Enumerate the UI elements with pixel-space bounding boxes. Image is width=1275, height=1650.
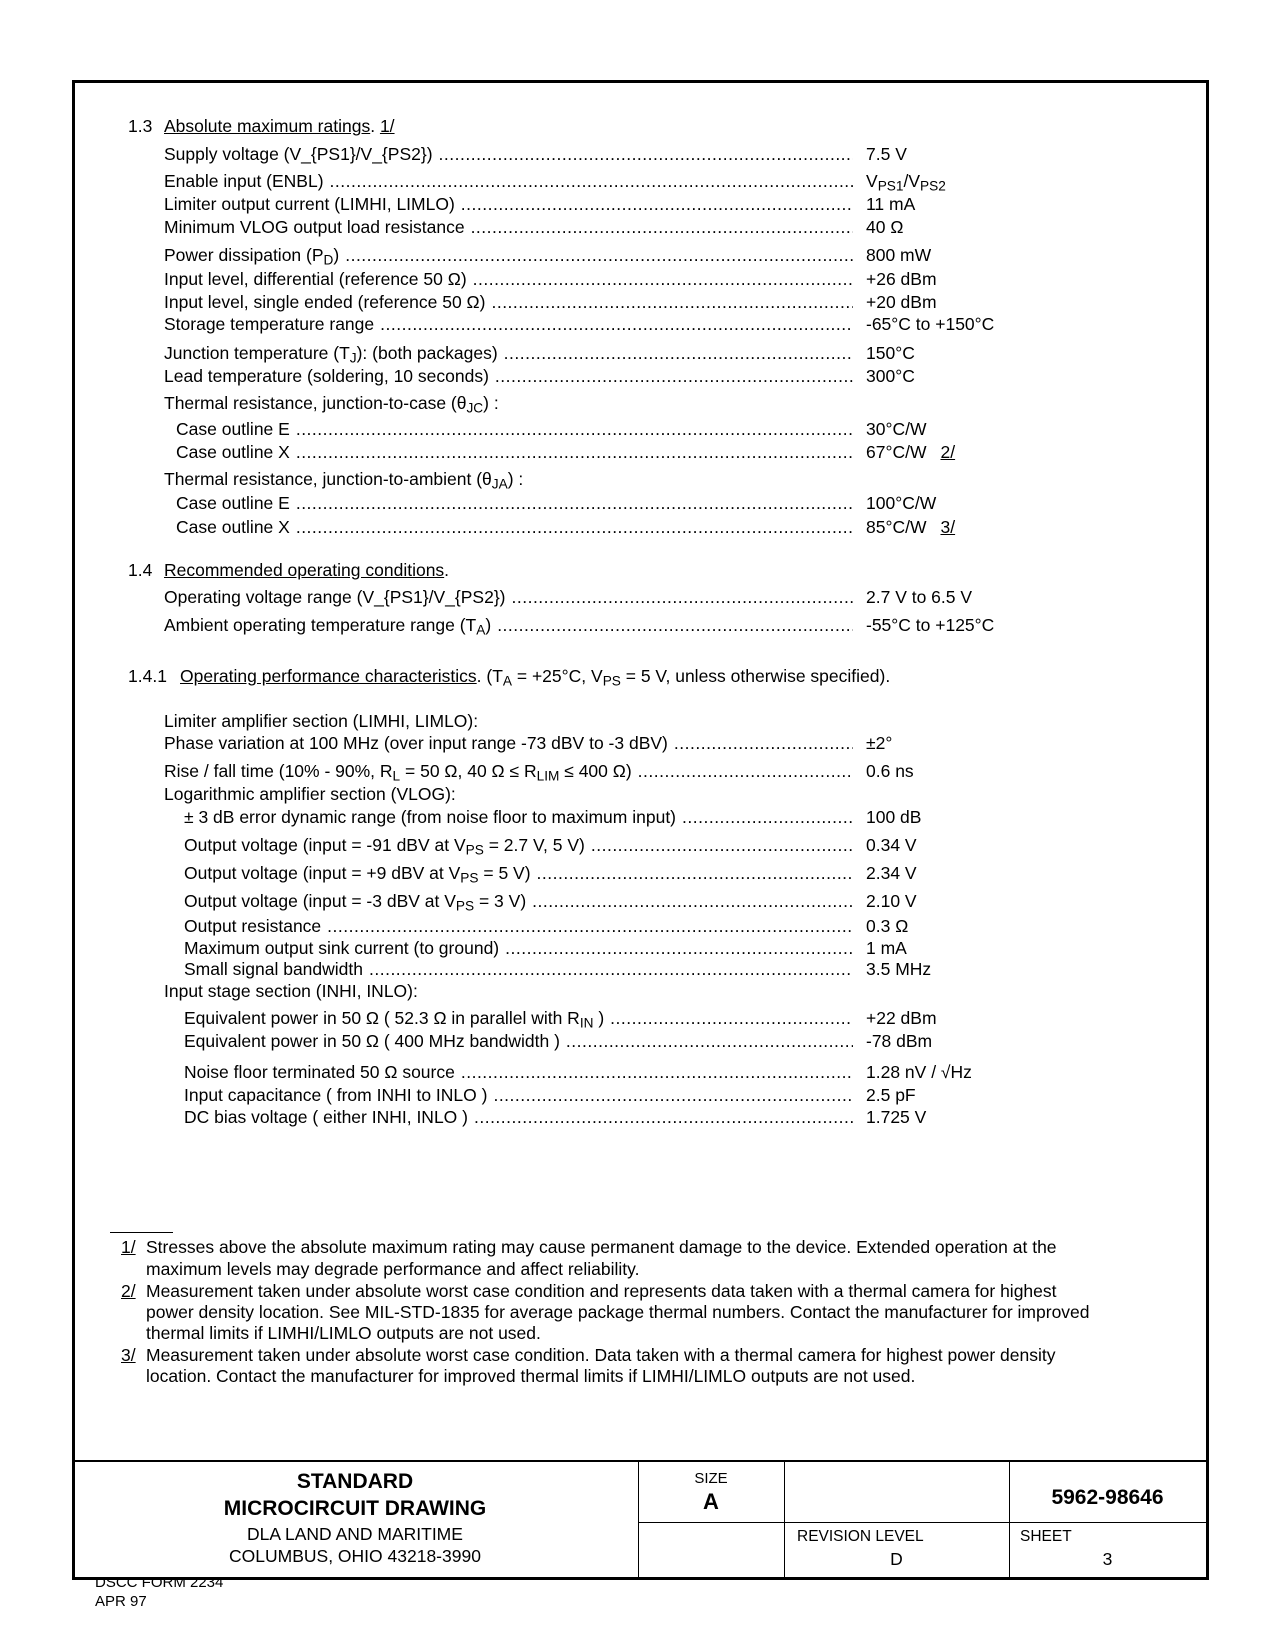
spec-row bbox=[184, 958, 857, 980]
spec-value: 1.725 V bbox=[866, 1107, 927, 1127]
spec-value: $V_{PS1}/V_{PS2}$ bbox=[866, 171, 946, 194]
spec-label: Enable input (ENBL) bbox=[164, 171, 324, 191]
subsection-label: Logarithmic amplifier section (VLOG): bbox=[164, 784, 456, 804]
dot-leader bbox=[345, 244, 853, 266]
dot-leader bbox=[461, 1061, 853, 1083]
spec-row bbox=[164, 342, 857, 364]
spec-value: 7.5 V bbox=[866, 144, 907, 164]
spec-value: 300°C bbox=[866, 366, 915, 386]
spec-value: -78 dBm bbox=[866, 1031, 933, 1051]
spec-label: Lead temperature (soldering, 10 seconds) bbox=[164, 366, 489, 386]
drawing-number: 5962-98646 bbox=[1051, 1486, 1164, 1509]
dot-leader bbox=[512, 586, 854, 608]
footnote-text: Stresses above the absolute maximum rating may cause permanent damage to the device. Extended operation at the bbox=[146, 1237, 1057, 1257]
spec-value: 0.3 Ω bbox=[866, 916, 909, 936]
spec-row bbox=[164, 268, 857, 290]
dot-leader bbox=[491, 291, 853, 313]
spec-value: ±2° bbox=[866, 733, 893, 753]
spec-label: Case outline X bbox=[176, 442, 290, 462]
dot-leader bbox=[682, 806, 853, 828]
spec-label: Minimum VLOG output load resistance bbox=[164, 217, 465, 237]
dot-leader bbox=[674, 732, 853, 754]
dot-leader bbox=[493, 1084, 853, 1106]
spec-value: 85°C/W 3/ bbox=[866, 517, 956, 537]
dot-leader bbox=[369, 958, 853, 980]
spec-label: Phase variation at 100 MHz (over input range -73 dBV to -3 dBV) bbox=[164, 733, 668, 753]
dot-leader bbox=[439, 143, 853, 165]
spec-value: 150°C bbox=[866, 343, 915, 363]
spec-label: Input level, differential (reference 50 Ω) bbox=[164, 269, 467, 289]
dot-leader bbox=[537, 862, 853, 884]
spec-label: Output resistance bbox=[184, 916, 322, 936]
spec-row bbox=[164, 291, 857, 313]
spec-label: Case outline E bbox=[176, 419, 290, 439]
sheet-label: SHEET bbox=[1020, 1528, 1072, 1545]
spec-row bbox=[184, 1030, 857, 1052]
dot-leader bbox=[505, 937, 853, 959]
spec-label: Noise floor terminated 50 Ω source bbox=[184, 1062, 455, 1082]
dot-leader bbox=[532, 890, 853, 912]
spec-value: 11 mA bbox=[866, 194, 916, 214]
dot-leader bbox=[591, 834, 853, 856]
revision-value: D bbox=[890, 1549, 903, 1569]
footnote-text: power density location. See MIL-STD-1835 for average package thermal numbers. Contact the manufacturer for improved bbox=[146, 1302, 1090, 1322]
spec-value: +22 dBm bbox=[866, 1008, 937, 1028]
spec-row bbox=[176, 418, 857, 440]
spec-value: 800 mW bbox=[866, 245, 932, 265]
dot-leader bbox=[566, 1030, 853, 1052]
spec-label: DC bias voltage ( either INHI, INLO ) bbox=[184, 1107, 468, 1127]
spec-value: -55°C to +125°C bbox=[866, 615, 995, 635]
spec-label: Input capacitance ( from INHI to INLO ) bbox=[184, 1085, 488, 1105]
dot-leader bbox=[638, 760, 853, 782]
spec-row bbox=[184, 1007, 857, 1029]
spec-row bbox=[164, 586, 857, 608]
spec-row bbox=[184, 890, 857, 912]
spec-row bbox=[176, 516, 857, 538]
agency-name: DLA LAND AND MARITIME bbox=[247, 1524, 463, 1544]
spec-value: 100°C/W bbox=[866, 493, 937, 513]
section-heading: 1.4.1 Operating performance characteristics. ($T_A = +25^\circ C$, $V_{PS} = 5$ V, unless otherwise specified). bbox=[128, 666, 891, 689]
sheet-value: 3 bbox=[1102, 1549, 1113, 1569]
section-heading: 1.4 Recommended operating conditions. bbox=[128, 560, 450, 580]
divider bbox=[638, 1522, 1206, 1523]
spec-label: Output voltage (input = -3 dBV at $V_{PS} = 3$ V) bbox=[184, 891, 527, 914]
spec-row bbox=[184, 862, 857, 884]
spec-row bbox=[164, 732, 857, 754]
spec-value: 1.28 nV / √Hz bbox=[866, 1062, 972, 1082]
dot-leader bbox=[473, 268, 853, 290]
spec-row bbox=[164, 614, 857, 636]
title-microcircuit-drawing: MICROCIRCUIT DRAWING bbox=[223, 1497, 487, 1520]
spec-value: 30°C/W bbox=[866, 419, 927, 439]
spec-value: 40 Ω bbox=[866, 217, 904, 237]
spec-value: 1 mA bbox=[866, 938, 907, 958]
spec-row bbox=[184, 806, 857, 828]
spec-row bbox=[184, 1106, 857, 1128]
dot-leader bbox=[504, 342, 853, 364]
spec-value: 2.34 V bbox=[866, 863, 917, 883]
spec-label: Maximum output sink current (to ground) bbox=[184, 938, 500, 958]
footnote-number: 3/ bbox=[121, 1345, 136, 1365]
spec-row bbox=[164, 216, 857, 238]
dot-leader bbox=[380, 313, 853, 335]
spec-value: 2.10 V bbox=[866, 891, 917, 911]
spec-label: Case outline X bbox=[176, 517, 290, 537]
spec-value: +26 dBm bbox=[866, 269, 937, 289]
spec-label: Power dissipation $(P_D)$ bbox=[164, 245, 340, 268]
spec-value: 2.5 pF bbox=[866, 1085, 916, 1105]
agency-address: COLUMBUS, OHIO 43218-3990 bbox=[229, 1546, 481, 1566]
spec-value: 67°C/W 2/ bbox=[866, 442, 956, 462]
footnote-text: Measurement taken under absolute worst case condition. Data taken with a thermal camera for highest power density bbox=[146, 1345, 1056, 1365]
spec-label: Equivalent power in 50 Ω ( 400 MHz bandwidth ) bbox=[184, 1031, 560, 1051]
spec-value: 3.5 MHz bbox=[866, 959, 932, 979]
spec-label: Output voltage (input = -91 dBV at $V_{PS} = 2.7$ V, 5 V) bbox=[184, 835, 585, 858]
subsection-label: Thermal resistance, junction-to-case $(\theta_{JC})$ : bbox=[164, 393, 499, 416]
footnote-rule bbox=[110, 1232, 173, 1233]
dot-leader bbox=[296, 492, 853, 514]
dot-leader bbox=[610, 1007, 853, 1029]
spec-label: Storage temperature range bbox=[164, 314, 375, 334]
spec-row bbox=[164, 170, 857, 192]
spec-row bbox=[184, 1061, 857, 1083]
spec-label: Case outline E bbox=[176, 493, 290, 513]
subsection-label: Thermal resistance, junction-to-ambient $(\theta_{JA})$ : bbox=[164, 469, 524, 492]
section-heading: 1.3 Absolute maximum ratings. 1/ bbox=[128, 116, 395, 136]
spec-label: Junction temperature $(T_J)$: (both packages) bbox=[164, 343, 498, 366]
spec-value: 100 dB bbox=[866, 807, 922, 827]
dot-leader bbox=[497, 614, 853, 636]
revision-label: REVISION LEVEL bbox=[797, 1528, 924, 1545]
spec-row bbox=[164, 313, 857, 335]
dot-leader bbox=[495, 365, 853, 387]
spec-row bbox=[176, 492, 857, 514]
spec-value: 2.7 V to 6.5 V bbox=[866, 587, 973, 607]
spec-label: Equivalent power in 50 Ω ( 52.3 Ω in parallel with $R_{IN}$ ) bbox=[184, 1008, 605, 1031]
title-standard: STANDARD bbox=[296, 1470, 414, 1493]
spec-row bbox=[176, 441, 857, 463]
spec-row bbox=[164, 143, 857, 165]
spec-row bbox=[164, 244, 857, 266]
subsection-label: Limiter amplifier section (LIMHI, LIMLO): bbox=[164, 711, 479, 731]
dot-leader bbox=[471, 216, 853, 238]
dot-leader bbox=[474, 1106, 853, 1128]
spec-label: Limiter output current (LIMHI, LIMLO) bbox=[164, 194, 455, 214]
spec-row bbox=[164, 760, 857, 782]
dot-leader bbox=[461, 193, 853, 215]
footnote-number: 2/ bbox=[121, 1281, 136, 1301]
title-block bbox=[72, 1460, 1206, 1579]
dot-leader bbox=[327, 915, 853, 937]
spec-label: ± 3 dB error dynamic range (from noise floor to maximum input) bbox=[184, 807, 677, 827]
spec-row bbox=[164, 365, 857, 387]
form-number: DSCC FORM 2234 bbox=[95, 1574, 224, 1591]
dot-leader bbox=[296, 418, 853, 440]
spec-label: Supply voltage (V_{PS1}/V_{PS2}) bbox=[164, 144, 433, 164]
spec-row bbox=[164, 193, 857, 215]
footnote-text: location. Contact the manufacturer for improved thermal limits if LIMHI/LIMLO outputs are not used. bbox=[146, 1366, 916, 1386]
dot-leader bbox=[330, 170, 853, 192]
spec-value: -65°C to +150°C bbox=[866, 314, 995, 334]
spec-label: Rise / fall time (10% - 90%, $R_L = 50$ Ω, 40 $\Omega \le R_{LIM} \le 400$ Ω) bbox=[164, 761, 632, 784]
spec-row bbox=[184, 1084, 857, 1106]
dot-leader bbox=[296, 441, 853, 463]
spec-value: 0.34 V bbox=[866, 835, 917, 855]
size-label: SIZE bbox=[694, 1470, 728, 1487]
spec-row bbox=[184, 937, 857, 959]
dot-leader bbox=[296, 516, 853, 538]
spec-row bbox=[184, 834, 857, 856]
spec-value: +20 dBm bbox=[866, 292, 937, 312]
footnote-text: Measurement taken under absolute worst case condition and represents data taken with a thermal camera for highest bbox=[146, 1281, 1057, 1301]
spec-label: Operating voltage range (V_{PS1}/V_{PS2}) bbox=[164, 587, 506, 607]
subsection-label: Input stage section (INHI, INLO): bbox=[164, 981, 418, 1001]
spec-label: Ambient operating temperature range $(T_A)$ bbox=[164, 615, 492, 638]
spec-row bbox=[184, 915, 857, 937]
spec-label: Input level, single ended (reference 50 Ω) bbox=[164, 292, 486, 312]
spec-value: 0.6 ns bbox=[866, 761, 914, 781]
size-value: A bbox=[703, 1489, 719, 1514]
form-date: APR 97 bbox=[95, 1593, 147, 1610]
spec-label: Output voltage (input = +9 dBV at $V_{PS} = 5$ V) bbox=[184, 863, 531, 886]
footnote-number: 1/ bbox=[121, 1237, 136, 1257]
spec-label: Small signal bandwidth bbox=[184, 959, 363, 979]
footnote-text: thermal limits if LIMHI/LIMLO outputs are not used. bbox=[146, 1323, 541, 1343]
footnote-text: maximum levels may degrade performance and affect reliability. bbox=[146, 1259, 640, 1279]
